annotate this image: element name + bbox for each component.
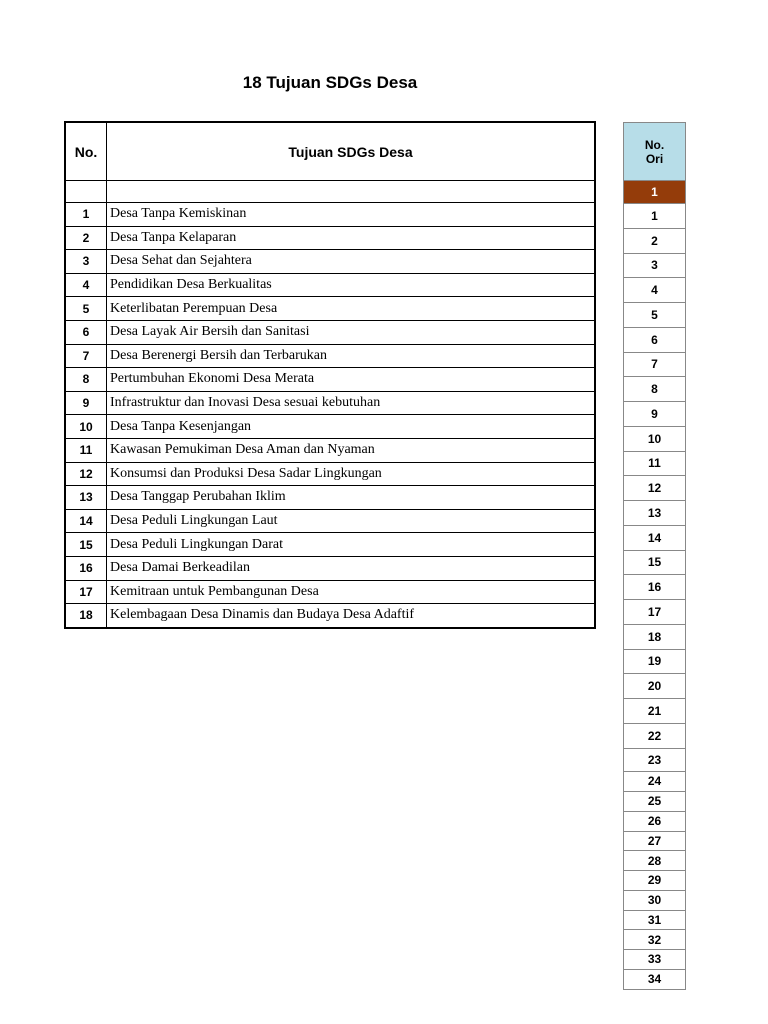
- table-row: [65, 580, 595, 604]
- ori-row: [624, 525, 686, 550]
- ori-row: [624, 649, 686, 674]
- row-number: 16: [65, 556, 107, 580]
- row-number: 1: [65, 203, 107, 227]
- ori-cell: 17: [624, 600, 686, 625]
- ori-row: [624, 377, 686, 402]
- ori-row: [624, 871, 686, 891]
- ori-row: [624, 327, 686, 352]
- table-row: [65, 462, 595, 486]
- ori-cell: 21: [624, 699, 686, 724]
- ori-cell: 2: [624, 228, 686, 253]
- ori-cell: 14: [624, 525, 686, 550]
- table-row: [65, 604, 595, 628]
- ori-row: [624, 426, 686, 451]
- ori-cell: 31: [624, 910, 686, 930]
- row-goal: Kelembagaan Desa Dinamis dan Budaya Desa Adaftif: [107, 604, 596, 628]
- table-row: [65, 368, 595, 392]
- ori-row: [624, 910, 686, 930]
- row-goal: Desa Sehat dan Sejahtera: [107, 250, 596, 274]
- row-goal: Desa Peduli Lingkungan Darat: [107, 533, 596, 557]
- ori-cell: 11: [624, 451, 686, 476]
- row-goal: Kawasan Pemukiman Desa Aman dan Nyaman: [107, 438, 596, 462]
- row-number: 13: [65, 486, 107, 510]
- ori-cell: 12: [624, 476, 686, 501]
- ori-row: [624, 600, 686, 625]
- ori-row: [624, 575, 686, 600]
- ori-cell: 32: [624, 930, 686, 950]
- ori-header: [624, 123, 686, 181]
- ori-cell: 23: [624, 748, 686, 771]
- ori-cell: 7: [624, 352, 686, 377]
- ori-cell: 26: [624, 811, 686, 831]
- table-row: [65, 297, 595, 321]
- ori-cell: 6: [624, 327, 686, 352]
- ori-row: [624, 352, 686, 377]
- ori-row: [624, 476, 686, 501]
- ori-cell: 33: [624, 950, 686, 970]
- row-goal: Infrastruktur dan Inovasi Desa sesuai kebutuhan: [107, 391, 596, 415]
- row-number: 8: [65, 368, 107, 392]
- ori-row: [624, 723, 686, 748]
- ori-cell: 18: [624, 624, 686, 649]
- ori-row: [624, 402, 686, 427]
- table-row: [65, 320, 595, 344]
- ori-highlight-cell: 1: [624, 181, 686, 204]
- row-goal: Desa Tanggap Perubahan Iklim: [107, 486, 596, 510]
- ori-cell: 3: [624, 253, 686, 278]
- ori-row: [624, 303, 686, 328]
- ori-row: [624, 969, 686, 989]
- ori-cell: 25: [624, 792, 686, 812]
- ori-row: [624, 890, 686, 910]
- row-goal: Konsumsi dan Produksi Desa Sadar Lingkungan: [107, 462, 596, 486]
- table-row: [65, 556, 595, 580]
- column-header-goal: Tujuan SDGs Desa: [107, 122, 596, 181]
- ori-cell: 29: [624, 871, 686, 891]
- row-goal: Desa Layak Air Bersih dan Sanitasi: [107, 320, 596, 344]
- ori-cell: 9: [624, 402, 686, 427]
- ori-cell: 15: [624, 550, 686, 575]
- ori-row: [624, 792, 686, 812]
- ori-column-table: [623, 122, 686, 990]
- ori-row: [624, 831, 686, 851]
- column-header-no: No.: [65, 122, 107, 181]
- table-row: [65, 533, 595, 557]
- row-number: 14: [65, 509, 107, 533]
- row-number: 5: [65, 297, 107, 321]
- ori-cell: 34: [624, 969, 686, 989]
- table-row: [65, 273, 595, 297]
- ori-row: [624, 811, 686, 831]
- ori-cell: 16: [624, 575, 686, 600]
- ori-cell: 1: [624, 204, 686, 229]
- ori-cell: 20: [624, 674, 686, 699]
- row-number: 15: [65, 533, 107, 557]
- ori-cell: 22: [624, 723, 686, 748]
- row-number: 17: [65, 580, 107, 604]
- row-number: 12: [65, 462, 107, 486]
- ori-row: [624, 451, 686, 476]
- blank-row: [65, 181, 595, 203]
- table-row: [65, 250, 595, 274]
- ori-cell: 24: [624, 771, 686, 792]
- row-number: 10: [65, 415, 107, 439]
- ori-row: [624, 501, 686, 526]
- row-goal: Desa Berenergi Bersih dan Terbarukan: [107, 344, 596, 368]
- row-goal: Desa Tanpa Kelaparan: [107, 226, 596, 250]
- ori-row: [624, 228, 686, 253]
- table-row: [65, 391, 595, 415]
- ori-header-line2: Ori: [645, 151, 664, 166]
- row-goal: Pertumbuhan Ekonomi Desa Merata: [107, 368, 596, 392]
- row-number: 18: [65, 604, 107, 628]
- table-row: [65, 203, 595, 227]
- ori-row: [624, 851, 686, 871]
- ori-header-line1: No.: [644, 137, 665, 152]
- ori-row: [624, 930, 686, 950]
- ori-cell: 27: [624, 831, 686, 851]
- row-number: 3: [65, 250, 107, 274]
- ori-row: [624, 674, 686, 699]
- row-goal: Desa Damai Berkeadilan: [107, 556, 596, 580]
- ori-row: [624, 550, 686, 575]
- ori-cell: 13: [624, 501, 686, 526]
- row-goal: Desa Tanpa Kemiskinan: [107, 203, 596, 227]
- row-number: 9: [65, 391, 107, 415]
- ori-cell: 10: [624, 426, 686, 451]
- ori-cell: 30: [624, 890, 686, 910]
- row-goal: Kemitraan untuk Pembangunan Desa: [107, 580, 596, 604]
- ori-cell: 19: [624, 649, 686, 674]
- ori-cell: 8: [624, 377, 686, 402]
- table-row: [65, 344, 595, 368]
- ori-cell: 28: [624, 851, 686, 871]
- page-title: 18 Tujuan SDGs Desa: [242, 73, 418, 92]
- ori-row: [624, 748, 686, 771]
- row-number: 7: [65, 344, 107, 368]
- ori-row: [624, 253, 686, 278]
- row-number: 11: [65, 438, 107, 462]
- ori-cell: 5: [624, 303, 686, 328]
- ori-row: [624, 950, 686, 970]
- table-row: [65, 486, 595, 510]
- row-goal: Desa Peduli Lingkungan Laut: [107, 509, 596, 533]
- row-number: 2: [65, 226, 107, 250]
- ori-row: [624, 699, 686, 724]
- row-goal: Pendidikan Desa Berkualitas: [107, 273, 596, 297]
- row-goal: Desa Tanpa Kesenjangan: [107, 415, 596, 439]
- table-row: [65, 415, 595, 439]
- ori-row: [624, 624, 686, 649]
- table-row: [65, 509, 595, 533]
- ori-row: [624, 278, 686, 303]
- sdgs-table: [64, 121, 596, 629]
- row-goal: Keterlibatan Perempuan Desa: [107, 297, 596, 321]
- row-number: 4: [65, 273, 107, 297]
- ori-row: [624, 771, 686, 792]
- row-number: 6: [65, 320, 107, 344]
- ori-row: [624, 204, 686, 229]
- table-row: [65, 226, 595, 250]
- ori-cell: 4: [624, 278, 686, 303]
- table-row: [65, 438, 595, 462]
